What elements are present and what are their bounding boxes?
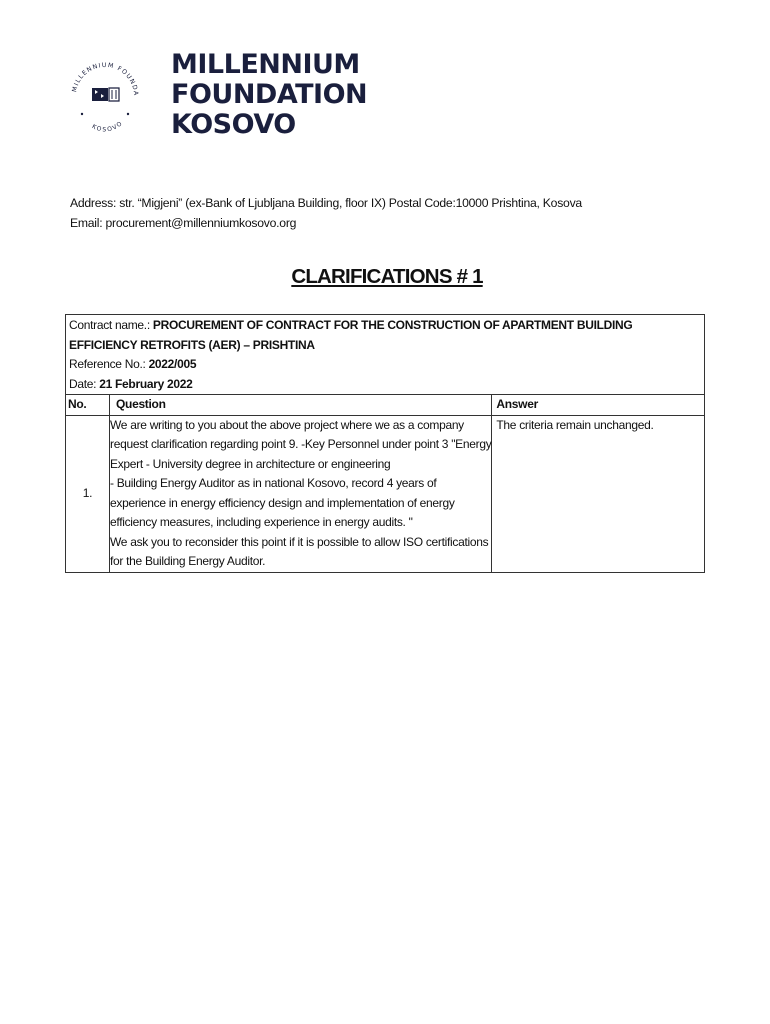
wordmark-line-3: KOSOVO (171, 109, 296, 140)
contract-info-row (66, 315, 705, 395)
header-question: Question (110, 395, 492, 416)
address-line: Address: str. “Migjeni” (ex-Bank of Ljubljana Building, floor IX) Postal Code:10000 Prishtina, Kosova (70, 196, 582, 210)
row-number: 1. (66, 415, 110, 572)
document-title: CLARIFICATIONS # 1 (291, 265, 483, 288)
contract-name (69, 316, 701, 355)
wordmark-line-1: MILLENNIUM (171, 49, 360, 80)
wordmark-line-2: FOUNDATION (171, 79, 368, 110)
date-value: 21 February 2022 (99, 376, 193, 391)
question-line: request clarification regarding point 9. -Key Personnel under point 3 "Energy (110, 437, 492, 451)
email-line: Email: procurement@millenniumkosovo.org (70, 216, 297, 230)
question-cell (110, 415, 492, 572)
question-line: Expert - University degree in architecture or engineering (110, 456, 391, 471)
table-row (66, 415, 705, 572)
contract-name-value: PROCUREMENT OF CONTRACT FOR THE CONSTRUCTION OF APARTMENT BUILDING EFFICIENCY RETROFITS (AER) – PRISHTINA (69, 318, 633, 352)
svg-text:MILLENNIUM FOUNDATION: MILLENNIUM FOUNDA (71, 61, 140, 97)
date-label: Date: (69, 376, 97, 391)
question-line: - Building Energy Auditor as in national Kosovo, record 4 years of (110, 476, 437, 490)
reference-number (69, 355, 701, 375)
question-line: We ask you to reconsider this point if it is possible to allow ISO certifications (110, 534, 489, 549)
svg-text:KOSOVO: KOSOVO (90, 119, 125, 134)
address-block (70, 193, 582, 233)
foundation-seal-logo (68, 44, 142, 144)
header-no: No. (66, 395, 110, 416)
reference-label: Reference No.: (69, 357, 146, 371)
question-line: efficiency measures, including experience in energy audits. " (110, 515, 413, 529)
contract-info-cell (66, 315, 705, 395)
clarifications-table (65, 314, 705, 573)
document-title-wrap (0, 265, 770, 289)
foundation-wordmark (171, 50, 367, 140)
answer-cell: The criteria remain unchanged. (492, 415, 705, 572)
contract-name-label: Contract name.: (69, 318, 150, 332)
question-line: We are writing to you about the above project where we as a company (110, 417, 464, 432)
document-date (69, 375, 701, 395)
header-answer: Answer (492, 395, 705, 416)
table-header-row (66, 395, 705, 416)
reference-value: 2022/005 (148, 357, 197, 371)
question-line: experience in energy efficiency design and implementation of energy (110, 495, 455, 510)
question-line: for the Building Energy Auditor. (110, 554, 266, 568)
